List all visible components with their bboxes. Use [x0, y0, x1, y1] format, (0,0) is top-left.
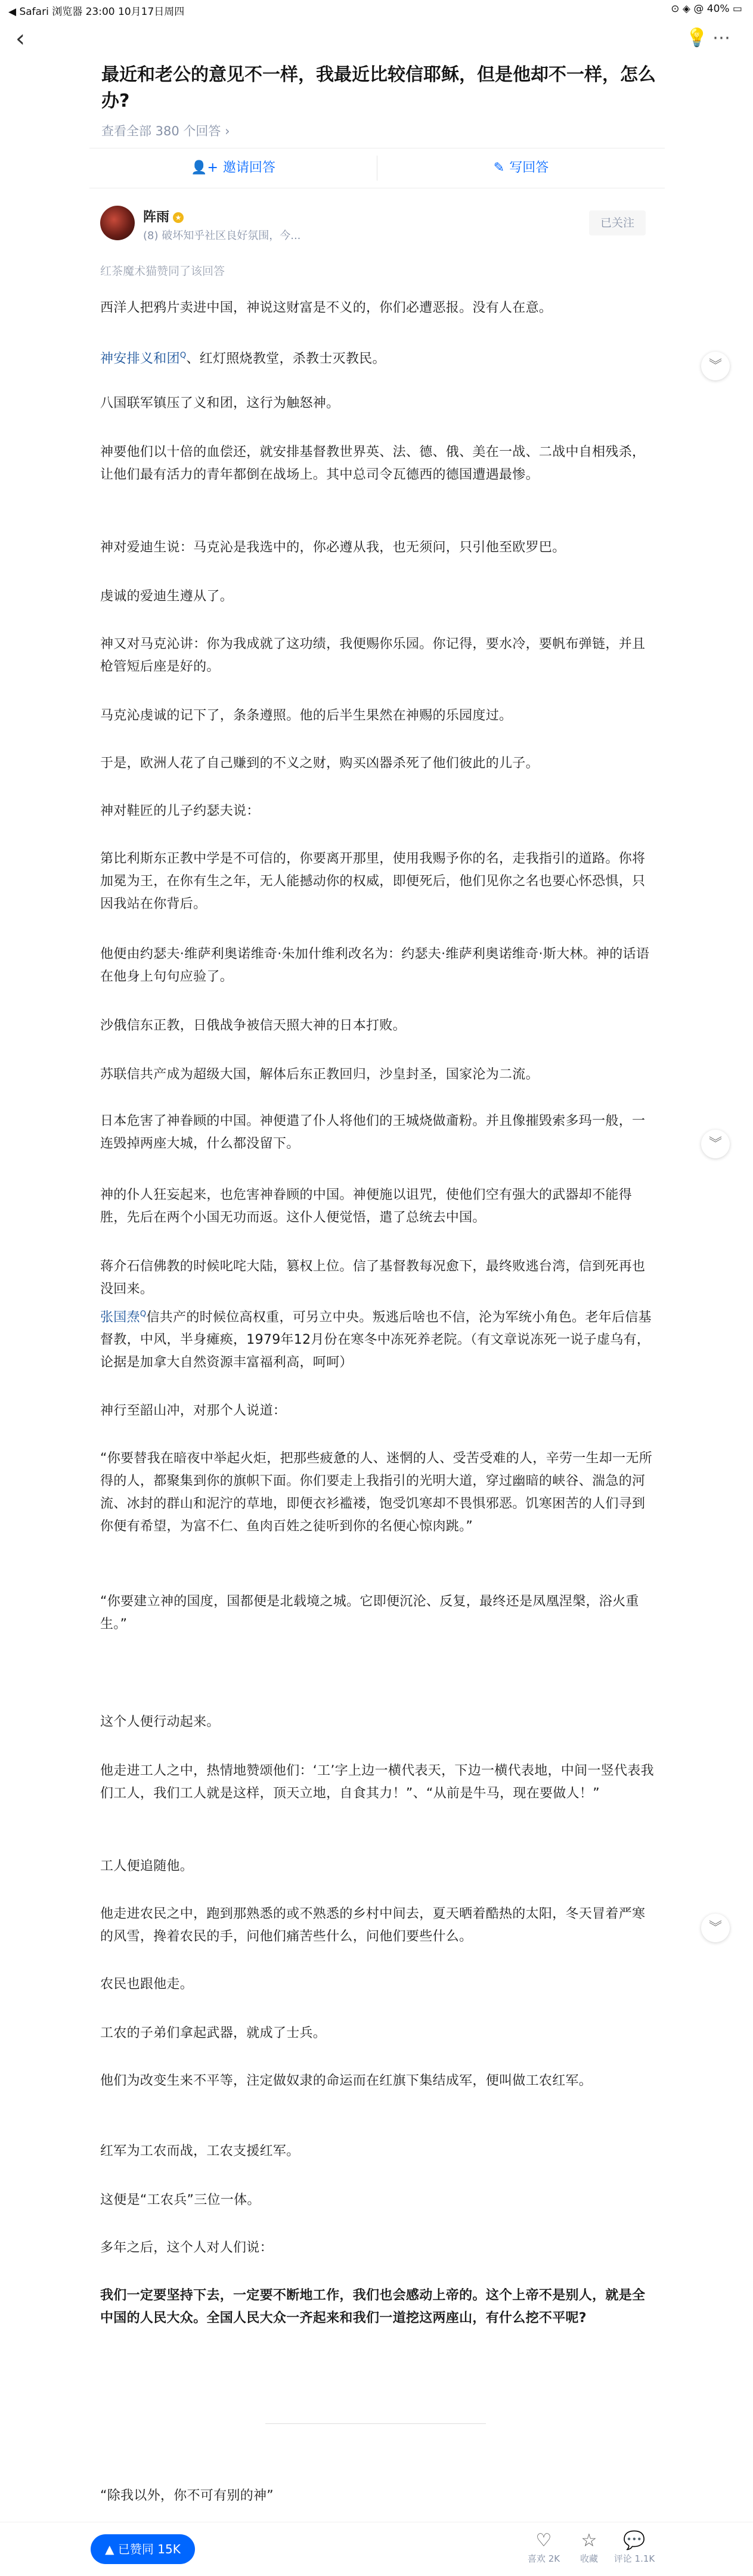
paragraph: 神对鞋匠的儿子约瑟夫说： — [100, 804, 260, 819]
write-answer-label: 写回答 — [509, 160, 549, 175]
author-name: 阵雨 — [143, 210, 170, 225]
paragraph: 他走进工人之中，热情地赞颂他们：‘工’字上边一横代表天，下边一横代表地，中间一竖代表我们工人，我们工人就是这样，顶天立地，自食其力！”、“从前是牛马，现在要做人！” — [100, 1763, 654, 1801]
paragraph: 蒋介石信佛教的时候叱咤大陆，篡权上位。信了基督教每况愈下，最终败逃台湾，信到死再也没回来。 — [100, 1259, 646, 1297]
paragraph: 马克沁虔诚的记下了，条条遵照。他的后半生果然在神赐的乐园度过。 — [100, 708, 513, 723]
paragraph: 红军为工农而战，工农支援红军。 — [100, 2144, 300, 2159]
avatar[interactable] — [100, 206, 135, 240]
paragraph: “你要替我在暗夜中举起火炬，把那些疲惫的人、迷惘的人、受苦受难的人，辛劳一生却一无所得的人，都聚集到你的旗帜下面。你们要走上我指引的光明大道，穿过幽暗的峡谷、湍急的河流、冰封的群山和泥泞的草地，即便衣衫褴褛，饱受饥寒却不畏惧邪恶。饥寒困苦的人们寻到你便有希望，为富不仁、鱼肉百姓之徒听到你的名便心惊肉跳。” — [100, 1451, 653, 1534]
paragraph: 农民也跟他走。 — [100, 1977, 194, 1992]
view-all-answers-link[interactable]: 查看全部 380 个回答 › — [101, 124, 230, 138]
paragraph — [100, 345, 655, 370]
comment-icon: 💬 — [623, 2530, 646, 2551]
search-icon[interactable]: Q — [140, 1310, 147, 1319]
favorite-label: 收藏 — [580, 2553, 598, 2564]
paragraph: 苏联信共产成为超级大国，解体后东正教回归，沙皇封圣，国家沦为二流。 — [100, 1067, 539, 1082]
like-button[interactable] — [520, 2531, 568, 2565]
paragraph: 日本危害了神眷顾的中国。神便遣了仆人将他们的王城烧做齑粉。并且像摧毁索多玛一般，一连毁掉两座大城，什么都没留下。 — [100, 1114, 646, 1151]
paragraph: 于是，欧洲人花了自己赚到的不义之财，购买凶器杀死了他们彼此的儿子。 — [100, 756, 539, 771]
invite-answer-label: 邀请回答 — [222, 160, 275, 175]
invite-answer-button[interactable] — [89, 148, 377, 188]
chevron-double-down-icon: ︾ — [708, 358, 722, 373]
paragraph: “你要建立神的国度，国都便是北载境之城。它即便沉沦、反复，最终还是凤凰涅槃，浴火重生。” — [100, 1594, 639, 1632]
paragraph: 神的仆人狂妄起来，也危害神眷顾的中国。神便施以诅咒，使他们空有强大的武器却不能得胜，先后在两个小国无功而返。这仆人便觉悟，遣了总统去中国。 — [100, 1188, 633, 1225]
paragraph: 这便是“工农兵”三位一体。 — [100, 2193, 261, 2208]
collapse-button[interactable] — [701, 1914, 730, 1942]
paragraph: 多年之后，这个人对人们说： — [100, 2240, 273, 2255]
paragraph: “除我以外，你不可有别的神” — [100, 2488, 274, 2503]
paragraph: 神行至韶山冲，对那个人说道： — [100, 1403, 287, 1418]
heart-icon: ♡ — [535, 2530, 552, 2551]
medal-icon: ★ — [173, 212, 184, 223]
back-button[interactable] — [16, 25, 39, 52]
paragraph: 八国联军镇压了义和团，这行为触怒神。 — [100, 396, 340, 411]
status-left: ◀ Safari 浏览器 23:00 10月17日周四 — [8, 6, 185, 18]
paragraph: 这个人便行动起来。 — [100, 1715, 220, 1729]
paragraph: 沙俄信东正教，日俄战争被信天照大神的日本打败。 — [100, 1018, 406, 1033]
paragraph: 神要他们以十倍的血偿还，就安排基督教世界英、法、德、俄、美在一战、二战中自相残杀，让他们最有活力的青年都倒在战场上。其中总司令瓦德西的德国遭遇最惨。 — [100, 445, 646, 482]
author-card — [100, 206, 637, 253]
collapse-button[interactable] — [701, 352, 730, 380]
more-dots-icon[interactable]: ⋯ — [712, 27, 730, 48]
status-right: ⊙ ◈ @ 40% ▭ — [671, 3, 742, 15]
like-label: 喜欢 2K — [527, 2553, 560, 2564]
question-title[interactable]: 最近和老公的意见不一样，我最近比较信耶稣，但是他却不一样，怎么办? — [101, 64, 656, 111]
liked-by-note: 红茶魔术猫赞同了该回答 — [100, 265, 225, 278]
chevron-double-down-icon: ︾ — [708, 1136, 722, 1151]
lightbulb-icon[interactable]: 💡 — [686, 27, 708, 48]
answer-action-bar — [89, 148, 665, 188]
star-icon: ☆ — [581, 2530, 597, 2551]
paragraph-text: 信共产的时候位高权重，可另立中央。叛逃后啥也不信，沦为军统小角色。老年后信基督教，中风，半身瘫痪，1979年12月份在寒冬中冻死养老院。（有文章说冻死一说子虚乌有，论据是加拿大自然资源丰富福利高，呵呵） — [100, 1310, 652, 1371]
paragraph: 他们为改变生来不平等，注定做奴隶的命运而在红旗下集结成军，便叫做工农红军。 — [100, 2073, 593, 2088]
comment-label: 评论 1.1K — [613, 2553, 655, 2564]
link-yihetuan[interactable]: 神安排义和团 — [100, 351, 180, 367]
section-divider — [265, 2423, 486, 2424]
chevron-left-icon: ‹ — [16, 25, 25, 52]
author-bio: (8) 破坏知乎社区良好氛围，今... — [143, 230, 301, 242]
paragraph: 他便由约瑟夫·维萨利奥诺维奇·朱加什维利改名为：约瑟夫·维萨利奥诺维奇·斯大林。神的话语在他身上句句应验了。 — [100, 947, 650, 984]
favorite-button[interactable] — [565, 2531, 613, 2565]
follow-button[interactable]: 已关注 — [589, 210, 646, 235]
upvote-button[interactable]: ▲ 已赞同 15K — [91, 2534, 195, 2564]
paragraph-text: 、红灯照烧教堂，杀教士灭教民。 — [186, 351, 386, 367]
paragraph — [100, 1303, 655, 1374]
search-icon[interactable]: Q — [179, 351, 187, 360]
write-answer-button[interactable] — [377, 148, 665, 188]
link-zhangguotao[interactable]: 张国焘 — [100, 1310, 140, 1325]
paragraph: 神又对马克沁讲：你为我成就了这功绩，我便赐你乐园。你记得，要水冷，要帆布弹链，并且枪管短后座是好的。 — [100, 637, 646, 674]
status-bar — [0, 0, 753, 18]
author-name-row[interactable] — [143, 207, 184, 225]
bottom-action-bar — [0, 2522, 753, 2576]
comment-button[interactable] — [611, 2531, 658, 2565]
paragraph: 第比利斯东正教中学是不可信的，你要离开那里，使用我赐予你的名，走我指引的道路。你将加冕为王，在你有生之年，无人能撼动你的权威，即便死后，他们见你之名也要心怀恐惧，只因我站在你背后。 — [100, 851, 646, 912]
paragraph: 他走进农民之中，跑到那熟悉的或不熟悉的乡村中间去，夏天晒着酷热的太阳，冬天冒着严寒的风雪，搀着农民的手，问他们痛苦些什么，问他们要些什么。 — [100, 1907, 646, 1944]
nav-bar — [0, 18, 753, 60]
paragraph: 工人便追随他。 — [100, 1859, 194, 1874]
paragraph-bold: 我们一定要坚持下去，一定要不断地工作，我们也会感动上帝的。这个上帝不是别人，就是全中国的人民大众。全国人民大众一齐起来和我们一道挖这两座山，有什么挖不平呢? — [100, 2288, 646, 2326]
paragraph: 神对爱迪生说：马克沁是我选中的，你必遵从我，也无须问，只引他至欧罗巴。 — [100, 540, 566, 555]
add-user-icon: 👤+ — [191, 160, 218, 175]
pencil-icon: ✎ — [493, 160, 505, 175]
paragraph: 西洋人把鸦片卖进中国，神说这财富是不义的，你们必遭恶报。没有人在意。 — [100, 300, 553, 315]
paragraph: 虔诚的爱迪生遵从了。 — [100, 589, 234, 604]
chevron-double-down-icon: ︾ — [708, 1920, 722, 1935]
collapse-button[interactable] — [701, 1130, 730, 1158]
paragraph: 工农的子弟们拿起武器，就成了士兵。 — [100, 2026, 327, 2041]
